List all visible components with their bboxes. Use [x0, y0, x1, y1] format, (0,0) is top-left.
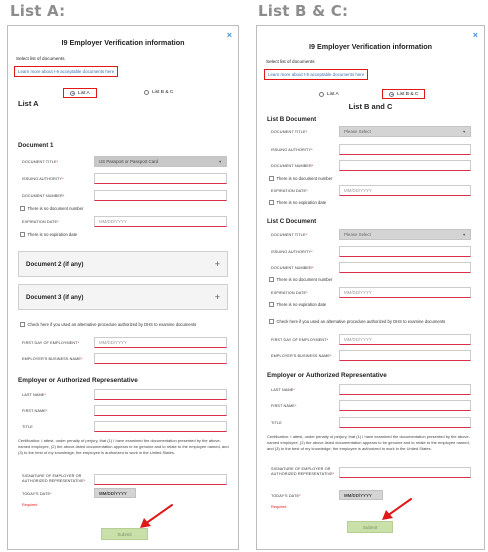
- today-row: [22, 492, 52, 496]
- no-exp-label: There is no expiration date: [276, 200, 327, 205]
- required-mark: *: [305, 130, 308, 134]
- c-doc-title-select[interactable]: [339, 229, 471, 240]
- required-note: Required: [271, 505, 287, 509]
- red-arrow-icon: [136, 502, 176, 532]
- first-name-label: FIRST NAME: [271, 404, 295, 408]
- no-exp-label: There is no expiration date: [276, 302, 327, 307]
- required-mark: *: [62, 194, 65, 198]
- c-exp-row: [271, 291, 308, 295]
- no-exp-label: There is no expiration date: [27, 232, 78, 237]
- biz-row: [271, 354, 332, 358]
- last-name-row: [22, 393, 46, 397]
- exp-row: [22, 220, 59, 224]
- alt-procedure-checkbox[interactable]: [269, 319, 445, 324]
- plus-icon[interactable]: +: [214, 291, 220, 302]
- doc-title-value: Please Select: [344, 232, 371, 237]
- select-list-label: Select list of documents: [266, 59, 315, 64]
- signature-input[interactable]: [339, 467, 471, 478]
- title-row: [22, 425, 33, 429]
- last-name-label: LAST NAME: [22, 393, 45, 397]
- radio-selected-indicator: [70, 91, 75, 96]
- checkbox[interactable]: [20, 322, 25, 327]
- radio-indicator: [144, 90, 149, 95]
- title-row: [271, 421, 282, 425]
- first-name-input[interactable]: [339, 400, 471, 411]
- exp-placeholder: MM/DD/YYYY: [99, 219, 127, 224]
- exp-label: EXPIRATION DATE: [271, 189, 307, 193]
- required-mark: *: [50, 492, 52, 496]
- certification-text: Certification: I attest, under penalty of perjury, that (1) I have examined the documentation presented by the above-named employee, (2) the above-listed documentation appears to be genuine and to relate to the employee named, and (3) to the best of my knowledge, the employee is authorized to work in the United States.: [267, 434, 470, 452]
- last-name-row: [271, 388, 295, 392]
- c-issuing-authority-input[interactable]: [339, 246, 471, 257]
- biz-row: [22, 357, 83, 361]
- radio-list-a-label: List A: [78, 90, 90, 96]
- document-3-title: Document 3 (if any): [26, 293, 84, 301]
- required-mark: *: [81, 357, 83, 361]
- docnum-label: DOCUMENT NUMBER: [22, 194, 63, 198]
- doc-title-value: US Passport or Passport Card: [99, 159, 159, 164]
- doc-title-row: [22, 160, 58, 164]
- submit-button[interactable]: Submit: [347, 521, 393, 533]
- radio-list-a-label: List A: [327, 92, 339, 97]
- required-mark: *: [305, 233, 308, 237]
- document-number-input[interactable]: [94, 190, 227, 201]
- required-mark: *: [311, 148, 313, 152]
- no-exp-checkbox[interactable]: [20, 232, 77, 237]
- submit-button[interactable]: Submit: [101, 528, 148, 540]
- radio-selected-indicator: [389, 92, 394, 97]
- today-date-field: [94, 488, 136, 498]
- c-issuing-row: [271, 250, 313, 254]
- first-name-row: [271, 404, 297, 408]
- section-list-bc: List B and C: [348, 102, 393, 111]
- today-row: [271, 494, 301, 498]
- first-day-label: FIRST DAY OF EMPLOYMENT: [22, 341, 78, 345]
- list-c-heading: List C Document: [267, 218, 317, 225]
- no-docnum-label: There is no document number: [27, 206, 84, 211]
- section-list-a: List A: [18, 99, 39, 108]
- checkbox[interactable]: [269, 176, 274, 181]
- required-mark: *: [293, 388, 295, 392]
- b-issuing-row: [271, 148, 313, 152]
- b-exp-row: [271, 189, 308, 193]
- alt-procedure-label: Check here if you used an alternative procedure authorized by DHS to examine documents: [276, 319, 446, 324]
- required-mark: *: [311, 164, 314, 168]
- doc-title-label: DOCUMENT TITLE: [271, 130, 306, 134]
- exp-label: EXPIRATION DATE: [22, 220, 58, 224]
- rep-heading: Employer or Authorized Representative: [267, 372, 387, 379]
- docnum-label: DOCUMENT NUMBER: [271, 266, 312, 270]
- issuing-row: [22, 177, 64, 181]
- today-value: MM/DD/YYYY: [99, 490, 127, 496]
- first-day-input[interactable]: [339, 334, 471, 345]
- exp-label: EXPIRATION DATE: [271, 291, 307, 295]
- document-2-accordion[interactable]: [18, 251, 228, 277]
- first-name-label: FIRST NAME: [22, 409, 46, 413]
- c-docnum-row: [271, 266, 313, 270]
- checkbox[interactable]: [269, 319, 274, 324]
- alt-procedure-label: Check here if you used an alternative procedure authorized by DHS to examine documents: [27, 322, 197, 327]
- required-mark: *: [83, 479, 86, 483]
- required-mark: *: [294, 404, 297, 408]
- issuing-label: ISSUING AUTHORITY: [271, 250, 312, 254]
- title-input[interactable]: [339, 417, 471, 428]
- required-mark: *: [62, 177, 64, 181]
- document-1-heading: Document 1: [18, 142, 54, 149]
- biz-label: EMPLOYER'S BUSINESS NAME: [22, 357, 82, 361]
- today-value: MM/DD/YYYY: [344, 492, 372, 498]
- doc-title-select[interactable]: [94, 156, 227, 167]
- document-2-title: Document 2 (if any): [26, 260, 84, 268]
- required-mark: *: [332, 472, 335, 476]
- signature-label-text: SIGNATURE OF EMPLOYER OR AUTHORIZED REPRESENTATIVE: [22, 474, 84, 483]
- c-no-docnum-checkbox[interactable]: [269, 277, 332, 282]
- chevron-down-icon: ▼: [462, 232, 466, 237]
- required-mark: *: [56, 160, 59, 164]
- red-arrow-icon: [377, 496, 417, 526]
- alt-procedure-checkbox[interactable]: [20, 322, 196, 327]
- doc-title-label: DOCUMENT TITLE: [22, 160, 57, 164]
- chevron-down-icon: ▼: [218, 159, 222, 164]
- no-docnum-label: There is no document number: [276, 277, 333, 282]
- signature-label: [271, 467, 337, 477]
- radio-indicator: [319, 92, 324, 97]
- last-name-input[interactable]: [94, 389, 227, 400]
- required-mark: *: [326, 338, 329, 342]
- panel-title: I9 Employer Verification information: [61, 38, 185, 47]
- title-input[interactable]: [94, 421, 227, 432]
- radio-list-bc-label: List B & C: [397, 91, 419, 97]
- required-mark: *: [311, 250, 313, 254]
- last-name-input[interactable]: [339, 384, 471, 395]
- issuing-label: ISSUING AUTHORITY: [271, 148, 312, 152]
- title-label: TITLE: [22, 425, 33, 429]
- required-mark: *: [306, 189, 308, 193]
- exp-placeholder: MM/DD/YYYY: [344, 290, 372, 295]
- no-docnum-checkbox[interactable]: [20, 206, 83, 211]
- b-docnum-row: [271, 164, 313, 168]
- learn-more-link[interactable]: Learn more about I-9 acceptable documents here: [264, 69, 368, 80]
- required-mark: *: [311, 266, 314, 270]
- signature-input[interactable]: [94, 474, 227, 485]
- business-name-input[interactable]: [94, 353, 227, 364]
- required-mark: *: [330, 354, 332, 358]
- required-mark: *: [299, 494, 301, 498]
- no-docnum-label: There is no document number: [276, 176, 333, 181]
- c-doc-title-row: [271, 233, 307, 237]
- radio-list-a[interactable]: [63, 88, 97, 98]
- first-day-input[interactable]: [94, 337, 227, 348]
- radio-list-a[interactable]: [319, 92, 339, 97]
- issuing-label: ISSUING AUTHORITY: [22, 177, 63, 181]
- panel-list-a: [7, 25, 239, 550]
- first-name-input[interactable]: [94, 405, 227, 416]
- docnum-row: [22, 194, 64, 198]
- required-note: Required: [22, 503, 38, 507]
- list-b-heading: List B Document: [267, 116, 317, 123]
- title-label: TITLE: [271, 421, 282, 425]
- panel-list-bc: [256, 25, 485, 550]
- learn-more-link[interactable]: Learn more about I-9 acceptable documents here: [14, 66, 118, 77]
- close-icon[interactable]: ×: [472, 30, 478, 40]
- b-no-exp-checkbox[interactable]: [269, 200, 326, 205]
- expiration-date-input[interactable]: [94, 216, 227, 227]
- required-mark: *: [45, 409, 48, 413]
- c-no-exp-checkbox[interactable]: [269, 302, 326, 307]
- required-mark: *: [44, 393, 46, 397]
- signature-label: [22, 474, 92, 484]
- first-day-placeholder: MM/DD/YYYY: [99, 340, 127, 345]
- first-name-row: [22, 409, 48, 413]
- radio-list-bc[interactable]: [144, 90, 173, 95]
- business-name-input[interactable]: [339, 350, 471, 361]
- select-list-label: Select list of documents: [16, 56, 65, 61]
- certification-text: Certification: I attest, under penalty of perjury, that (1) I have examined the documentation presented by the above-named employee, (2) the above-listed documentation appears to be genuine and to relate to the employee named, and (3) to the best of my knowledge, the employee is authorized to work in the United States.: [18, 438, 229, 456]
- b-document-number-input[interactable]: [339, 160, 471, 171]
- docnum-label: DOCUMENT NUMBER: [271, 164, 312, 168]
- b-issuing-authority-input[interactable]: [339, 144, 471, 155]
- radio-list-bc-label: List B & C: [152, 90, 174, 95]
- required-mark: *: [306, 291, 308, 295]
- required-mark: *: [77, 341, 80, 345]
- close-icon[interactable]: ×: [226, 30, 232, 40]
- radio-list-bc[interactable]: [382, 89, 425, 99]
- checkbox[interactable]: [269, 200, 274, 205]
- chevron-down-icon: ▼: [462, 129, 466, 134]
- b-doc-title-row: [271, 130, 307, 134]
- biz-label: EMPLOYER'S BUSINESS NAME: [271, 354, 331, 358]
- b-no-docnum-checkbox[interactable]: [269, 176, 332, 181]
- panel-title: I9 Employer Verification information: [308, 42, 432, 51]
- c-expiration-date-input[interactable]: [339, 287, 471, 298]
- first-day-label: FIRST DAY OF EMPLOYMENT: [271, 338, 327, 342]
- plus-icon[interactable]: +: [214, 258, 220, 269]
- list-bc-heading: List B & C:: [258, 2, 349, 20]
- today-label: TODAY'S DATE: [22, 492, 51, 496]
- document-3-accordion[interactable]: [18, 284, 228, 310]
- required-mark: *: [57, 220, 59, 224]
- checkbox[interactable]: [20, 206, 25, 211]
- checkbox[interactable]: [269, 277, 274, 282]
- first-day-row: [22, 341, 79, 345]
- doc-title-label: DOCUMENT TITLE: [271, 233, 306, 237]
- checkbox[interactable]: [20, 232, 25, 237]
- rep-heading: Employer or Authorized Representative: [18, 377, 138, 384]
- c-document-number-input[interactable]: [339, 262, 471, 273]
- first-day-placeholder: MM/DD/YYYY: [344, 337, 372, 342]
- today-label: TODAY'S DATE: [271, 494, 300, 498]
- doc-title-value: Please Select: [344, 129, 371, 134]
- b-doc-title-select[interactable]: [339, 126, 471, 137]
- signature-label-text: SIGNATURE OF EMPLOYER OR AUTHORIZED REPRESENTATIVE: [271, 467, 333, 476]
- first-day-row: [271, 338, 328, 342]
- issuing-authority-input[interactable]: [94, 173, 227, 184]
- exp-placeholder: MM/DD/YYYY: [344, 188, 372, 193]
- checkbox[interactable]: [269, 302, 274, 307]
- last-name-label: LAST NAME: [271, 388, 294, 392]
- list-a-heading: List A:: [10, 2, 66, 20]
- b-expiration-date-input[interactable]: [339, 185, 471, 196]
